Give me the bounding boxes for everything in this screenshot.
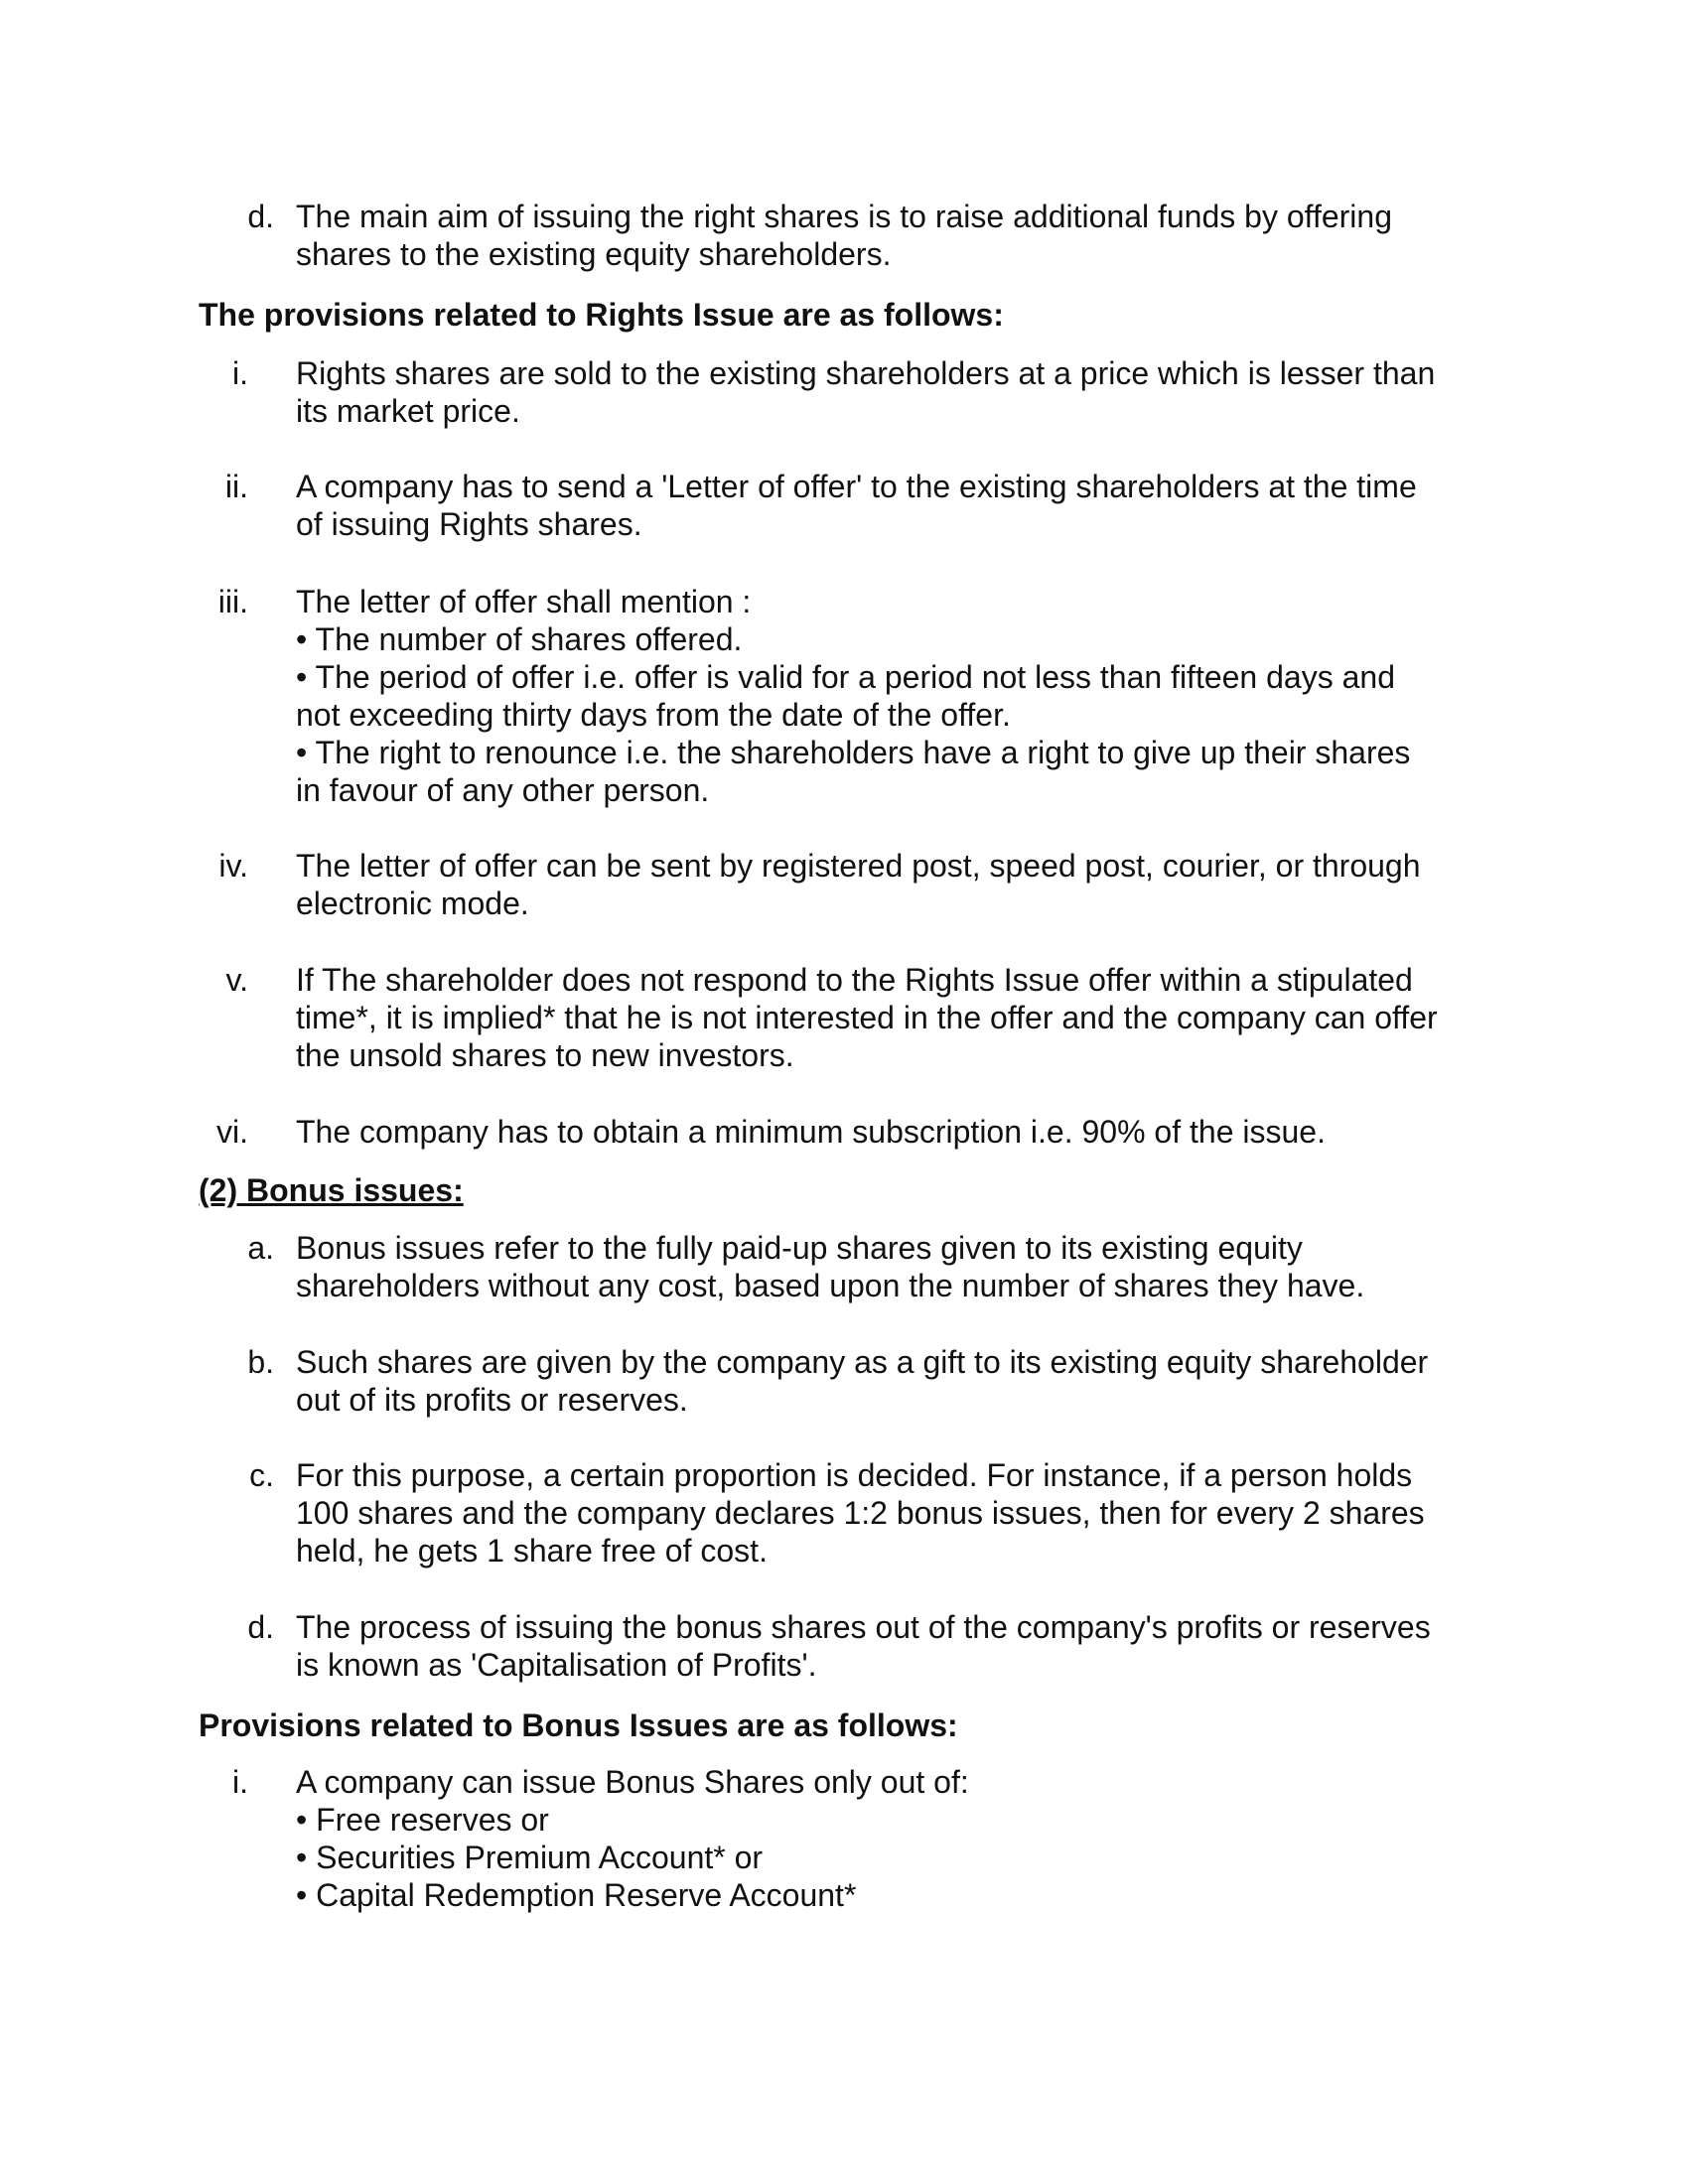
text-line: held, he gets 1 share free of cost. [296,1533,768,1569]
text-line: 100 shares and the company declares 1:2 bonus issues, then for every 2 shares [296,1495,1425,1531]
text-line: is known as 'Capitalisation of Profits'. [296,1647,817,1683]
section-heading: The provisions related to Rights Issue are as follows: [199,297,1004,333]
list-marker: iii. [217,584,248,619]
section-heading: Provisions related to Bonus Issues are as follows: [199,1707,958,1743]
text-line: Bonus issues refer to the fully paid-up shares given to its existing equity [296,1230,1303,1266]
list-item-text [296,847,1507,922]
bullet-line: • Capital Redemption Reserve Account* [296,1877,857,1913]
list-marker: vi. [216,1114,248,1150]
list-item-text [296,961,1507,1074]
list-item-text [296,1229,1507,1304]
list-marker: iv. [218,848,248,884]
list-item-text [296,583,1507,809]
text-line: out of its profits or reserves. [296,1382,688,1418]
section-heading: (2) Bonus issues: [199,1172,464,1208]
list-marker: d. [247,199,274,234]
list-item-text [296,1608,1507,1684]
bullet-line: • Free reserves or [296,1802,549,1838]
list-marker: ii. [224,469,248,504]
text-line: The letter of offer shall mention : [296,584,752,619]
list-item-text [296,468,1507,543]
list-item-text [296,354,1507,430]
text-line: Such shares are given by the company as a gift to its existing equity shareholder [296,1344,1429,1380]
list-marker: i. [232,355,248,391]
list-marker: v. [225,962,248,998]
text-line: If The shareholder does not respond to the Rights Issue offer within a stipulated [296,962,1413,998]
list-marker: c. [249,1457,274,1493]
bullet-line: • The number of shares offered. [296,621,743,657]
text-line: of issuing Rights shares. [296,506,642,542]
text-line: The process of issuing the bonus shares out of the company's profits or reserves [296,1609,1431,1645]
list-marker: b. [247,1344,274,1380]
text-line: For this purpose, a certain proportion is decided. For instance, if a person holds [296,1457,1413,1493]
text-line: not exceeding thirty days from the date of the offer. [296,697,1011,733]
text-line: electronic mode. [296,886,529,921]
text-line: A company can issue Bonus Shares only out of: [296,1764,969,1800]
list-item-text [296,198,1507,273]
list-item-text [296,1343,1507,1419]
text-line: its market price. [296,393,520,429]
text-line: A company has to send a 'Letter of offer' to the existing shareholders at the time [296,469,1417,504]
text-line: The letter of offer can be sent by registered post, speed post, courier, or through [296,848,1421,884]
text-line: the unsold shares to new investors. [296,1037,794,1073]
list-marker: d. [247,1609,274,1645]
list-item-text [296,1113,1507,1151]
bullet-line: • Securities Premium Account* or [296,1840,764,1875]
text-line: time*, it is implied* that he is not interested in the offer and the company can offer [296,1000,1438,1035]
text-line: The company has to obtain a minimum subscription i.e. 90% of the issue. [296,1114,1326,1150]
text-line: in favour of any other person. [296,772,710,808]
text-line: The main aim of issuing the right shares is to raise additional funds by offering [296,199,1392,234]
list-marker: a. [247,1230,274,1266]
bullet-line: • The period of offer i.e. offer is valid for a period not less than fifteen days and [296,659,1395,695]
bullet-line: • The right to renounce i.e. the shareholders have a right to give up their shares [296,735,1411,770]
text-line: shares to the existing equity shareholders. [296,236,892,272]
list-item-text [296,1763,1507,1914]
text-line: Rights shares are sold to the existing shareholders at a price which is lesser than [296,355,1436,391]
text-line: shareholders without any cost, based upon the number of shares they have. [296,1268,1365,1303]
list-item-text [296,1456,1507,1570]
list-marker: i. [232,1764,248,1800]
